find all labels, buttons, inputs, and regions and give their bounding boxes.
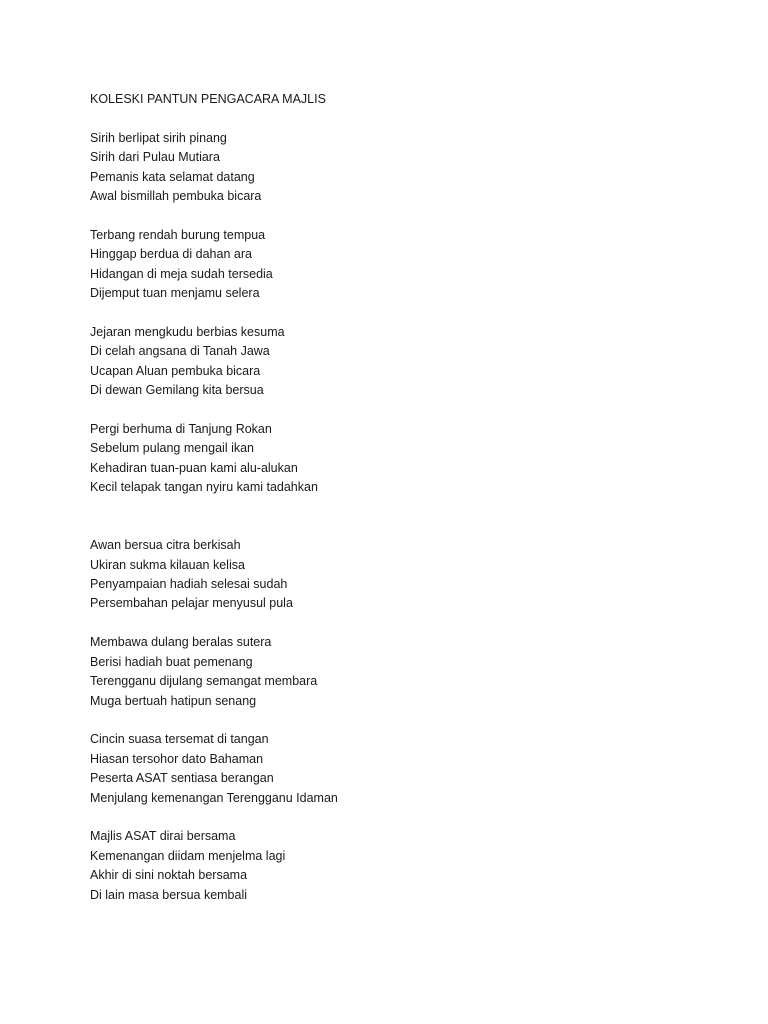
pantun-stanza-1 bbox=[90, 129, 690, 207]
pantun-line: Hidangan di meja sudah tersedia bbox=[90, 266, 273, 281]
pantun-stanza-3 bbox=[90, 323, 690, 401]
pantun-line: Di lain masa bersua kembali bbox=[90, 887, 248, 902]
pantun-line: Di dewan Gemilang kita bersua bbox=[90, 383, 264, 398]
pantun-line: Dijemput tuan menjamu selera bbox=[90, 286, 260, 301]
pantun-line: Hiasan tersohor dato Bahaman bbox=[90, 751, 264, 766]
pantun-line: Berisi hadiah buat pemenang bbox=[90, 654, 253, 669]
pantun-line: Sirih berlipat sirih pinang bbox=[90, 130, 227, 145]
document-title: KOLESKI PANTUN PENGACARA MAJLIS bbox=[90, 92, 326, 106]
pantun-line: Sebelum pulang mengail ikan bbox=[90, 441, 254, 456]
pantun-line: Kemenangan diidam menjelma lagi bbox=[90, 848, 286, 863]
pantun-line: Pemanis kata selamat datang bbox=[90, 169, 255, 184]
pantun-line: Muga bertuah hatipun senang bbox=[90, 693, 257, 708]
pantun-line: Kecil telapak tangan nyiru kami tadahkan bbox=[90, 480, 318, 495]
pantun-line: Persembahan pelajar menyusul pula bbox=[90, 596, 293, 611]
pantun-line: Awan bersua citra berkisah bbox=[90, 538, 241, 553]
pantun-line: Awal bismillah pembuka bicara bbox=[90, 189, 262, 204]
pantun-line: Cincin suasa tersemat di tangan bbox=[90, 732, 269, 747]
pantun-line: Membawa dulang beralas sutera bbox=[90, 635, 272, 650]
pantun-line: Sirih dari Pulau Mutiara bbox=[90, 150, 220, 165]
pantun-stanza-8 bbox=[90, 827, 690, 905]
pantun-line: Ucapan Aluan pembuka bicara bbox=[90, 363, 261, 378]
pantun-stanza-7 bbox=[90, 730, 690, 808]
pantun-line: Terengganu dijulang semangat membara bbox=[90, 674, 318, 689]
pantun-stanza-2 bbox=[90, 226, 690, 304]
pantun-stanza-5 bbox=[90, 536, 690, 614]
pantun-line: Akhir di sini noktah bersama bbox=[90, 868, 248, 883]
pantun-line: Terbang rendah burung tempua bbox=[90, 227, 266, 242]
pantun-line: Ukiran sukma kilauan kelisa bbox=[90, 557, 245, 572]
pantun-line: Jejaran mengkudu berbias kesuma bbox=[90, 324, 285, 339]
pantun-line: Penyampaian hadiah selesai sudah bbox=[90, 577, 288, 592]
pantun-line: Menjulang kemenangan Terengganu Idaman bbox=[90, 790, 338, 805]
pantun-stanza-4 bbox=[90, 420, 690, 498]
pantun-stanza-6 bbox=[90, 633, 690, 711]
pantun-line: Kehadiran tuan-puan kami alu-alukan bbox=[90, 460, 298, 475]
pantun-line: Hinggap berdua di dahan ara bbox=[90, 247, 252, 262]
pantun-line: Pergi berhuma di Tanjung Rokan bbox=[90, 421, 272, 436]
document-content bbox=[90, 90, 690, 924]
pantun-line: Di celah angsana di Tanah Jawa bbox=[90, 344, 270, 359]
pantun-line: Majlis ASAT dirai bersama bbox=[90, 829, 236, 844]
pantun-line: Peserta ASAT sentiasa berangan bbox=[90, 771, 274, 786]
